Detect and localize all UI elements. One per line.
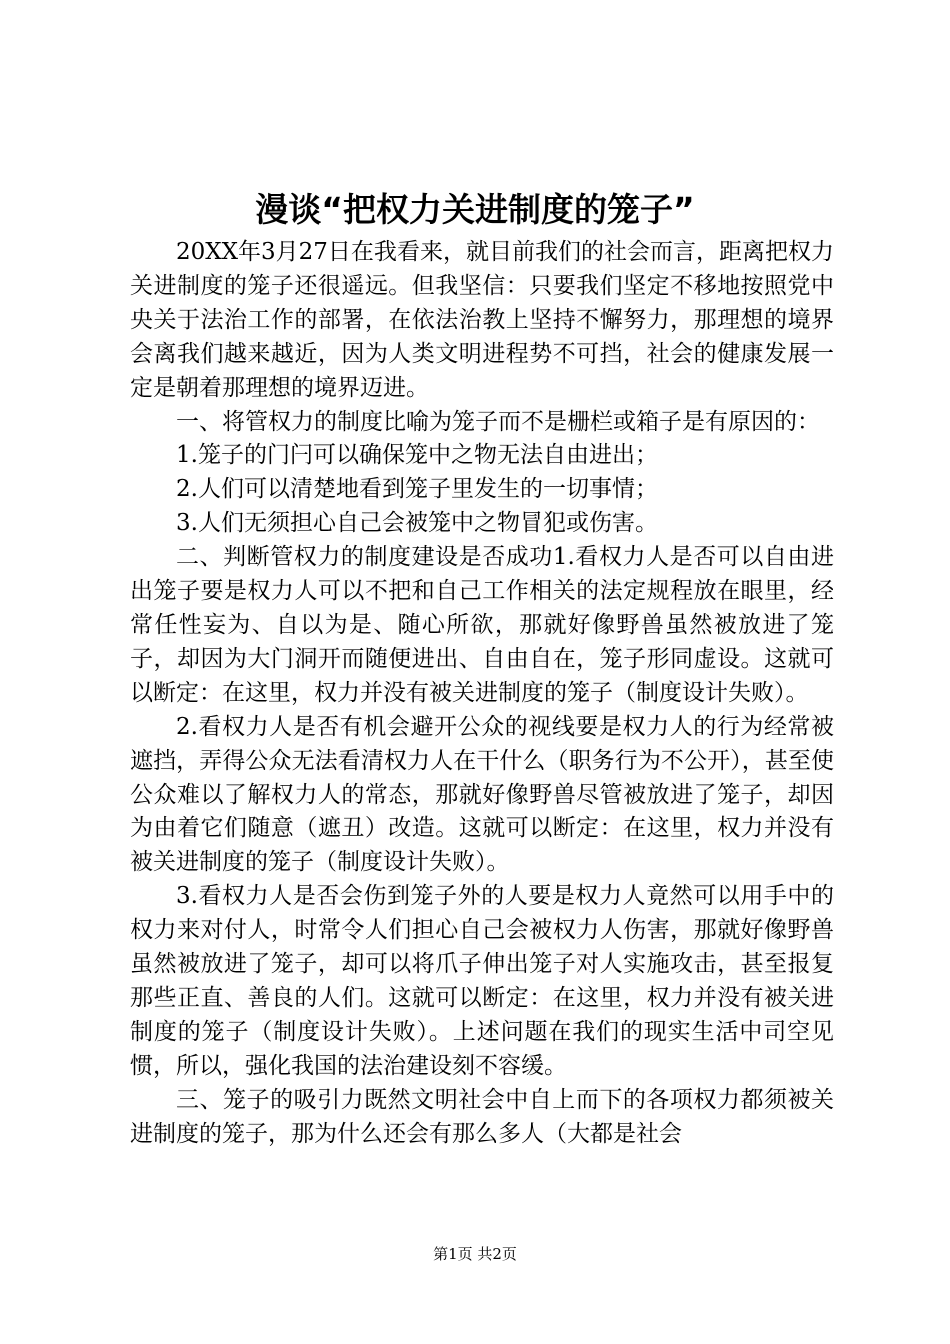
list-item-three: 3.人们无须担心自己会被笼中之物冒犯或伤害。	[176, 510, 658, 537]
paragraph-point-three: 3.看权力人是否会伤到笼子外的人要是权力人竟然可以用手中的权力来对付人，时常令人们担心自己会被权力人伤害，那就好像野兽虽然被放进了笼子，却可以将爪子伸出笼子对人实施攻击，甚至报复那些正直、善良的人们。这就可以断定：在这里，权力并没有被关进制度的笼子（制度设计失败）。上述问题在我们的现实生活中司空见惯，所以，强化我国的法治建设刻不容缓。	[130, 883, 834, 1079]
list-item-two: 2.人们可以清楚地看到笼子里发生的一切事情；	[176, 476, 658, 503]
paragraph-section-three: 三、笼子的吸引力既然文明社会中自上而下的各项权力都须被关进制度的笼子，那为什么还会有那么多人（大都是社会	[130, 1086, 834, 1147]
paragraph-intro: 20XX年3月27日在我看来，就目前我们的社会而言，距离把权力关进制度的笼子还很遥远。但我坚信：只要我们坚定不移地按照党中央关于法治工作的部署，在依法治教上坚持不懈努力，那理想的境界会离我们越来越近，因为人类文明进程势不可挡，社会的健康发展一定是朝着那理想的境界迈进。	[130, 239, 834, 401]
page-footer: 第1页 共2页	[433, 1245, 517, 1263]
document-title: 漫谈“把权力关进制度的笼子”	[255, 190, 695, 229]
paragraph-section-two: 二、判断管权力的制度建设是否成功1.看权力人是否可以自由进出笼子要是权力人可以不把和自己工作相关的法定规程放在眼里，经常任性妄为、自以为是、随心所欲，那就好像野兽虽然被放进了笼子，却因为大门洞开而随便进出、自由自在，笼子形同虚设。这就可以断定：在这里，权力并没有被关进制度的笼子（制度设计失败）。	[130, 544, 834, 706]
paragraph-point-two: 2.看权力人是否有机会避开公众的视线要是权力人的行为经常被遮挡，弄得公众无法看清权力人在干什么（职务行为不公开），甚至使公众难以了解权力人的常态，那就好像野兽尽管被放进了笼子，却因为由着它们随意（遮丑）改造。这就可以断定：在这里，权力并没有被关进制度的笼子（制度设计失败）。	[130, 713, 834, 876]
document-body	[130, 236, 834, 1151]
list-item-one: 1.笼子的门闩可以确保笼中之物无法自由进出；	[176, 442, 658, 469]
paragraph-section-one: 一、将管权力的制度比喻为笼子而不是栅栏或箱子是有原因的：	[176, 408, 820, 435]
